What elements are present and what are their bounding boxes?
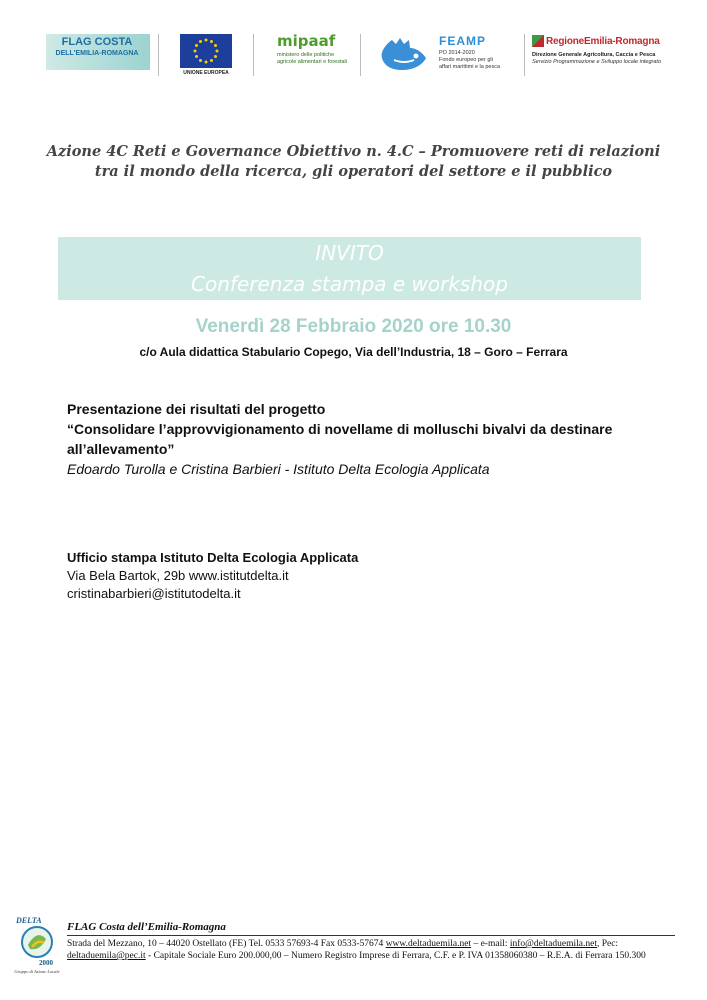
mipaaf-sub-line2: agricole alimentari e forestali	[277, 59, 348, 65]
logo-divider	[360, 34, 361, 76]
press-office-title: Ufficio stampa Istituto Delta Ecologia Applicata	[67, 550, 359, 565]
press-office-address: Via Bela Bartok, 29b www.istitutdelta.it	[67, 568, 289, 583]
feamp-hand-fish-icon	[376, 34, 434, 76]
project-title-line2: all’allevamento”	[67, 441, 175, 457]
logo-divider	[524, 34, 525, 76]
flag-logo-line2: DELL'EMILIA-ROMAGNA	[55, 50, 139, 57]
regione-logo: RegioneEmilia-Romagna	[546, 36, 660, 47]
eu-stars-icon	[180, 34, 232, 68]
footer-pec-label: , Pec:	[596, 939, 619, 949]
invite-title: INVITO	[315, 241, 384, 265]
project-authors: Edoardo Turolla e Cristina Barbieri - Istituto Delta Ecologia Applicata	[67, 461, 490, 477]
footer-email-label: – e-mail:	[471, 939, 510, 949]
mipaaf-sub-line1: ministero delle politiche	[277, 52, 335, 58]
feamp-logo: FEAMP	[439, 34, 486, 48]
feamp-sub-line3: affari marittimi e la pesca	[439, 64, 501, 70]
action-heading	[40, 142, 667, 182]
regione-sub-line1: Direzione Generale Agricoltura, Caccia e Pesca	[532, 52, 656, 58]
flag-logo-line1: FLAG COSTA	[61, 36, 133, 48]
eu-label: UNIONE EUROPEA	[183, 70, 229, 76]
feamp-sub-line2: Fondo europeo per gli	[439, 57, 493, 63]
logo-header	[40, 30, 670, 80]
action-line1: Azione 4C Reti e Governance Obiettivo n. 4.C – Promuovere reti di relazioni	[46, 143, 661, 160]
project-title-line1: “Consolidare l’approvvigionamento di novellame di molluschi bivalvi da destinare	[67, 421, 613, 437]
footer-title: FLAG Costa dell’Emilia-Romagna	[67, 921, 226, 933]
feamp-sub-line1: PO 2014-2020	[439, 50, 475, 56]
delta-logo-text: DELTA	[16, 916, 42, 925]
footer-divider	[67, 935, 675, 936]
footer-registry: - Capitale Sociale Euro 200.000,00 – Numero Registro Imprese di Ferrara, C.F. e P. IVA 01358060380 – R.E.A. di Ferrara 150.300	[145, 951, 646, 961]
project-intro: Presentazione dei risultati del progetto	[67, 401, 326, 417]
mipaaf-subtitle	[277, 52, 377, 66]
delta-swirl-icon	[20, 925, 54, 959]
press-office-email: cristinabarbieri@istitutodelta.it	[67, 586, 241, 601]
regione-sub-line2: Servizio Programmazione e Sviluppo locale integrato	[532, 59, 662, 65]
delta-logo-year: 2000	[39, 959, 53, 967]
eu-flag-logo	[180, 34, 232, 68]
invite-banner	[58, 237, 641, 300]
feamp-subtitle	[439, 50, 519, 71]
invite-subtitle: Conferenza stampa e workshop	[191, 272, 508, 296]
footer-line1	[67, 939, 675, 949]
footer-website-link[interactable]: www.deltaduemila.net	[385, 939, 472, 949]
event-datetime: Venerdì 28 Febbraio 2020 ore 10.30	[195, 316, 512, 337]
footer-pec-link[interactable]: deltaduemila@pec.it	[67, 951, 146, 961]
action-line2: tra il mondo della ricerca, gli operatori del settore e il pubblico	[94, 163, 613, 180]
footer-line2	[67, 951, 675, 961]
delta-logo-sub: Gruppo di Azione Locale	[14, 969, 60, 974]
logo-divider	[253, 34, 254, 76]
mipaaf-logo: mipaaf	[277, 32, 336, 50]
delta-2000-logo	[14, 916, 60, 986]
regione-emblem-icon	[532, 35, 544, 47]
event-venue: c/o Aula didattica Stabulario Copego, Via dell’Industria, 18 – Goro – Ferrara	[139, 345, 568, 359]
logo-divider	[158, 34, 159, 76]
footer-address: Strada del Mezzano, 10 – 44020 Ostellato (FE) Tel. 0533 57693-4 Fax 0533-57674	[67, 939, 386, 949]
footer-email-link[interactable]: info@deltaduemila.net	[509, 939, 597, 949]
